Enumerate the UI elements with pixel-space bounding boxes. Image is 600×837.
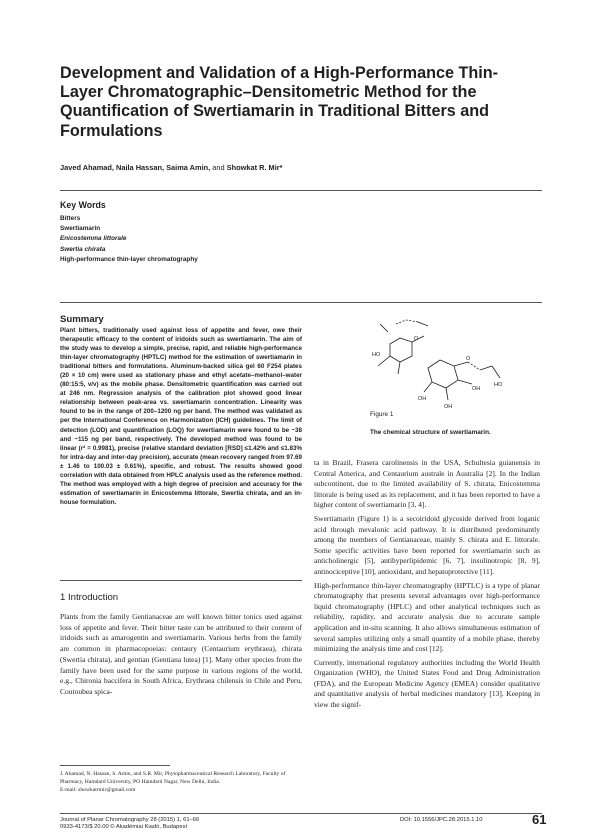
keyword-item: Enicostemma littorale bbox=[60, 235, 127, 243]
keyword-item: Swertia chirata bbox=[60, 245, 106, 253]
keywords-list bbox=[60, 214, 198, 265]
atom-label: O bbox=[466, 356, 471, 362]
atom-label: OH bbox=[444, 404, 453, 410]
divider-summary bbox=[60, 302, 542, 303]
figure-caption: The chemical structure of swertiamarin. bbox=[370, 429, 491, 436]
atom-label: O bbox=[414, 336, 419, 342]
paragraph: High-performance thin-layer chromatography (HPTLC) is a type of planar chromatography that presents several advantages over high-performance liquid chromatography (HPLC) and other analytical techniques such as reliability, rapidity, and accurate analysis due to accurate sample application and in-situ scanning. It also allows simultaneous estimation of several samples utilizing only a small quantity of a mobile phase, thereby minimizing the analysis time and cost [12]. bbox=[314, 580, 540, 654]
atom-label: HO bbox=[494, 382, 503, 388]
summary-text: Plant bitters, traditionally used against loss of appetite and fever, owe their therapeutic efficacy to the content of iridoids such as swertiamarin. The aim of the study was to develop a simple, precise, rapid, and reliable high-performance thin-layer chromatography (HPTLC) method for the estimation of swertiamarin in traditional bitters and formulations. Aluminum-backed silica gel 60 F254 plates (20 × 10 cm) were used as stationary phase and ethyl acetate–methanol–water (80:15:5, v/v) as the mobile phase. Densitometric quantification was carried out at 246 nm. Regression analysis of the calibration plot showed good linear relationship between peak-area vs. swertiamarin concentration. Linearity was found to be in the range of 200–1200 ng per band. The method was validated as per the International Conference on Harmonization (ICH) guidelines. The limit of detection (LOD) and quantification (LOQ) for swertiamarin were found to be ~38 and ~115 ng per band, respectively. The developed method was found to be linear (r² = 0.9981), precise (relative standard deviation [RSD] ≤1.42% and ≤1.83% for intra-day and inter-day precision), accurate (mean recovery ranged from 97.69 ± 1.46 to 100.03 ± 0.61%), specific, and robust. The results showed good correlation with data obtained from HPLC analysis used as the reference method. The method was employed with a high degree of precision and accuracy for the estimation of swertiamarin in Enicostemma littorale, Swertia chirata, and an in-house formulation. bbox=[60, 327, 302, 506]
introduction-col2 bbox=[314, 458, 540, 714]
footnote-rule bbox=[60, 765, 170, 766]
atom-label: OH bbox=[418, 396, 427, 402]
author-last: Showkat R. Mir* bbox=[226, 163, 283, 172]
footnote-affiliation: J. Ahamad, N. Hassan, S. Amin, and S.R. Mir, Phytopharmaceutical Research Laboratory, Faculty of Pharmacy, Hamdard University, PO Hamdard Nagar, New Delhi, India. bbox=[60, 771, 286, 786]
summary-heading: Summary bbox=[60, 314, 104, 325]
author-list bbox=[60, 163, 283, 172]
figure-label: Figure 1 bbox=[370, 411, 394, 418]
page-number: 61 bbox=[532, 812, 547, 827]
divider-top bbox=[60, 190, 542, 191]
divider-footer bbox=[60, 813, 542, 814]
footer-doi: DOI: 10.1556/JPC.28.2015.1.10 bbox=[400, 817, 483, 823]
keyword-item: Bitters bbox=[60, 215, 81, 222]
keywords-heading: Key Words bbox=[60, 200, 106, 210]
author-and: and bbox=[212, 163, 225, 172]
footer-journal: Journal of Planar Chromatography 28 (2015) 1, 61–66 bbox=[60, 817, 200, 823]
keyword-item: Swertiamarin bbox=[60, 225, 101, 233]
article-title: Development and Validation of a High-Performance Thin-Layer Chromatographic–Densitometric Method for the Quantification of Swertiamarin in Traditional Bitters and Formulations bbox=[60, 64, 499, 140]
footer-left bbox=[60, 817, 199, 831]
swertiamarin-structure-figure bbox=[368, 310, 538, 410]
atom-label: OH bbox=[472, 386, 481, 392]
footnote bbox=[60, 770, 302, 794]
keyword-item: High-performance thin-layer chromatography bbox=[60, 255, 198, 263]
divider-intro bbox=[60, 580, 302, 581]
paragraph: Currently, international regulatory authorities including the World Health Organization (WHO), the United States Food and Drug Administration (FDA), and the European Medicine Agency (EMEA) consider qualitative and quantitative analysis of herbal medicines mandatory [13]. Keeping in view the signif- bbox=[314, 657, 540, 710]
paragraph: Swertiamarin (Figure 1) is a secoiridoid glycoside derived from loganic acid through mevalonic acid pathway. It is distributed predominantly among the members of Gentianaceae, mainly S. chirata and E. littorale. Some specific activities have been reported for swertiamarin such as anticholinergic [5], antihyperlipidemic [6, 7], insulinotropic [8, 9], antinociceptive [10], antioxidant, and hepatoprotective [11]. bbox=[314, 513, 540, 576]
section-heading-introduction: 1 Introduction bbox=[60, 592, 119, 603]
paragraph: ta in Brazil, Frasera carolinensis in the USA, Schultesia guianensis in Central America, and Centaurium australe in Australia [2]. In the Indian subcontinent, due to the limited availability of S. chirata, Enicostemma littorale is being used as its replacement, and it has been reported to have a higher content of swertiamarin [3, 4]. bbox=[314, 458, 540, 510]
footer-issn: 0933-4173/$ 20.00 © Akadémiai Kiadó, Budapest bbox=[60, 824, 188, 830]
introduction-col1-text: Plants from the family Gentianaceae are well known bitter tonics used against loss of appetite and fever. Their bitter taste can be attributed to their content of iridoids such as amarogentin and swertiamarin. Various herbs from the family are common in pharmacopoeias: centaury (Centaurium erythraea), chirata (Swertia chirata), and gentian (Gentiana lutea) [1]. Many other species from the family have been used for the same purpose in various regions of the world, e.g., Chironia baccifera in South Africa, Erythraea chilensis in Chile and Peru, Coutoubea spica- bbox=[60, 612, 302, 696]
atom-label: HO bbox=[372, 352, 381, 358]
footnote-email: E-mail: showkatrmir@gmail.com bbox=[60, 787, 136, 794]
author-names: Javed Ahamad, Naila Hassan, Saima Amin, bbox=[60, 163, 211, 172]
